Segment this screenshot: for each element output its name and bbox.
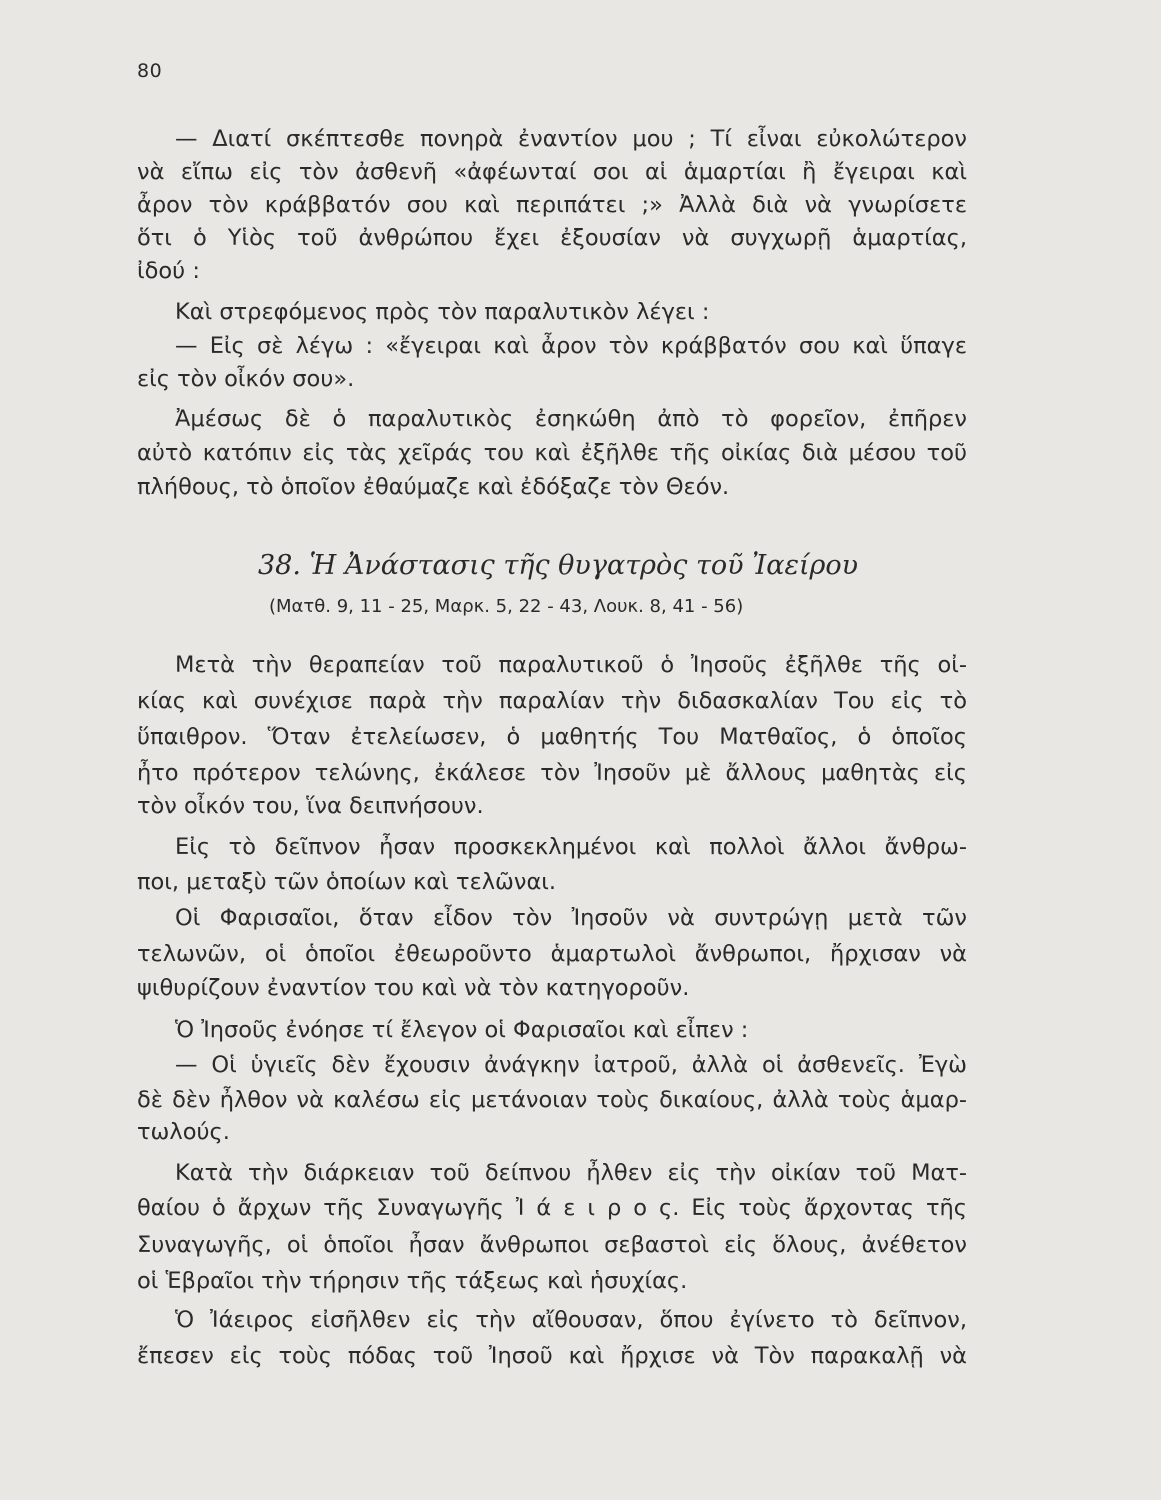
text-line: πλήθους, τὸ ὁποῖον ἐθαύμαζε καὶ ἐδόξαζε τὸν Θεόν. (137, 474, 730, 500)
text-line: Συναγωγῆς, οἱ ὁποῖοι ἦσαν ἄνθρωποι σεβαστοὶ εἰς ὅλους, ἀνέθετον (137, 1232, 967, 1258)
scripture-reference: (Ματθ. 9, 11 - 25, Μαρκ. 5, 22 - 43, Λουκ. 8, 41 - 56) (269, 596, 744, 617)
text-line: — Οἱ ὑγιεῖς δὲν ἔχουσιν ἀνάγκην ἰατροῦ, ἀλλὰ οἱ ἀσθενεῖς. Ἐγὼ (175, 1052, 967, 1078)
text-line: τελωνῶν, οἱ ὁποῖοι ἐθεωροῦντο ἁμαρτωλοὶ ἄνθρωποι, ἤρχισαν νὰ (137, 941, 967, 967)
text-line: Κατὰ τὴν διάρκειαν τοῦ δείπνου ἦλθεν εἰς τὴν οἰκίαν τοῦ Ματ- (175, 1160, 967, 1186)
text-line: Εἰς τὸ δεῖπνον ἦσαν προσκεκλημένοι καὶ πολλοὶ ἄλλοι ἄνθρω- (175, 834, 967, 860)
text-line: θαίου ὁ ἄρχων τῆς Συναγωγῆς Ἰ ά ε ι ρ ο ς. Εἰς τοὺς ἄρχοντας τῆς (137, 1195, 967, 1221)
text-line: δὲ δὲν ἦλθον νὰ καλέσω εἰς μετάνοιαν τοὺς δικαίους, ἀλλὰ τοὺς ἁμαρ- (137, 1087, 967, 1113)
text-line: ὅτι ὁ Υἱὸς τοῦ ἀνθρώπου ἔχει ἐξουσίαν νὰ συγχωρῇ ἁμαρτίας, (137, 225, 967, 251)
text-line: — Διατί σκέπτεσθε πονηρὰ ἐναντίον μου ; Τί εἶναι εὐκολώτερον (175, 126, 967, 152)
text-line: Καὶ στρεφόμενος πρὸς τὸν παραλυτικὸν λέγει : (175, 299, 710, 325)
text-line: ψιθυρίζουν ἐναντίον του καὶ νὰ τὸν κατηγοροῦν. (137, 975, 690, 1001)
page-number: 80 (137, 60, 163, 82)
text-line: Ὁ Ἰάειρος εἰσῆλθεν εἰς τὴν αἴθουσαν, ὅπου ἐγίνετο τὸ δεῖπνον, (175, 1307, 967, 1333)
text-line: Οἱ Φαρισαῖοι, ὅταν εἶδον τὸν Ἰησοῦν νὰ συντρώγῃ μετὰ τῶν (175, 905, 967, 931)
text-line: τὸν οἶκόν του, ἵνα δειπνήσουν. (137, 793, 484, 819)
text-line: οἱ Ἑβραῖοι τὴν τήρησιν τῆς τάξεως καὶ ἡσυχίας. (137, 1268, 688, 1294)
section-heading: 38. Ἡ Ἀνάστασις τῆς θυγατρὸς τοῦ Ἰαείρου (258, 550, 859, 581)
text-line: ἆρον τὸν κράββατόν σου καὶ περιπάτει ;» Ἀλλὰ διὰ νὰ γνωρίσετε (137, 192, 967, 218)
text-line: κίας καὶ συνέχισε παρὰ τὴν παραλίαν τὴν διδασκαλίαν Του εἰς τὸ (137, 688, 967, 714)
text-line: Ὁ Ἰησοῦς ἐνόησε τί ἔλεγον οἱ Φαρισαῖοι καὶ εἶπεν : (175, 1017, 749, 1043)
text-line: αὐτὸ κατόπιν εἰς τὰς χεῖράς του καὶ ἐξῆλθε τῆς οἰκίας διὰ μέσου τοῦ (137, 440, 967, 466)
text-line: Ἀμέσως δὲ ὁ παραλυτικὸς ἐσηκώθη ἀπὸ τὸ φορεῖον, ἐπῆρεν (175, 406, 967, 432)
text-line: ἰδού : (137, 258, 200, 284)
text-line: Μετὰ τὴν θεραπείαν τοῦ παραλυτικοῦ ὁ Ἰησοῦς ἐξῆλθε τῆς οἰ- (175, 652, 967, 678)
text-line: ἔπεσεν εἰς τοὺς πόδας τοῦ Ἰησοῦ καὶ ἤρχισε νὰ Τὸν παρακαλῇ νὰ (137, 1343, 967, 1369)
text-line: ἦτο πρότερον τελώνης, ἐκάλεσε τὸν Ἰησοῦν μὲ ἄλλους μαθητὰς εἰς (137, 760, 967, 786)
text-line: — Εἰς σὲ λέγω : «ἔγειραι καὶ ἆρον τὸν κράββατόν σου καὶ ὕπαγε (175, 333, 967, 359)
text-line: ποι, μεταξὺ τῶν ὁποίων καὶ τελῶναι. (137, 869, 557, 895)
text-line: ὕπαιθρον. Ὅταν ἐτελείωσεν, ὁ μαθητής Του Ματθαῖος, ὁ ὁποῖος (137, 724, 967, 750)
text-line: τωλούς. (137, 1119, 230, 1145)
text-line: νὰ εἴπω εἰς τὸν ἀσθενῆ «ἀφέωνταί σοι αἱ ἁμαρτίαι ἢ ἔγειραι καὶ (137, 159, 967, 185)
text-line: εἰς τὸν οἶκόν σου». (137, 366, 355, 392)
